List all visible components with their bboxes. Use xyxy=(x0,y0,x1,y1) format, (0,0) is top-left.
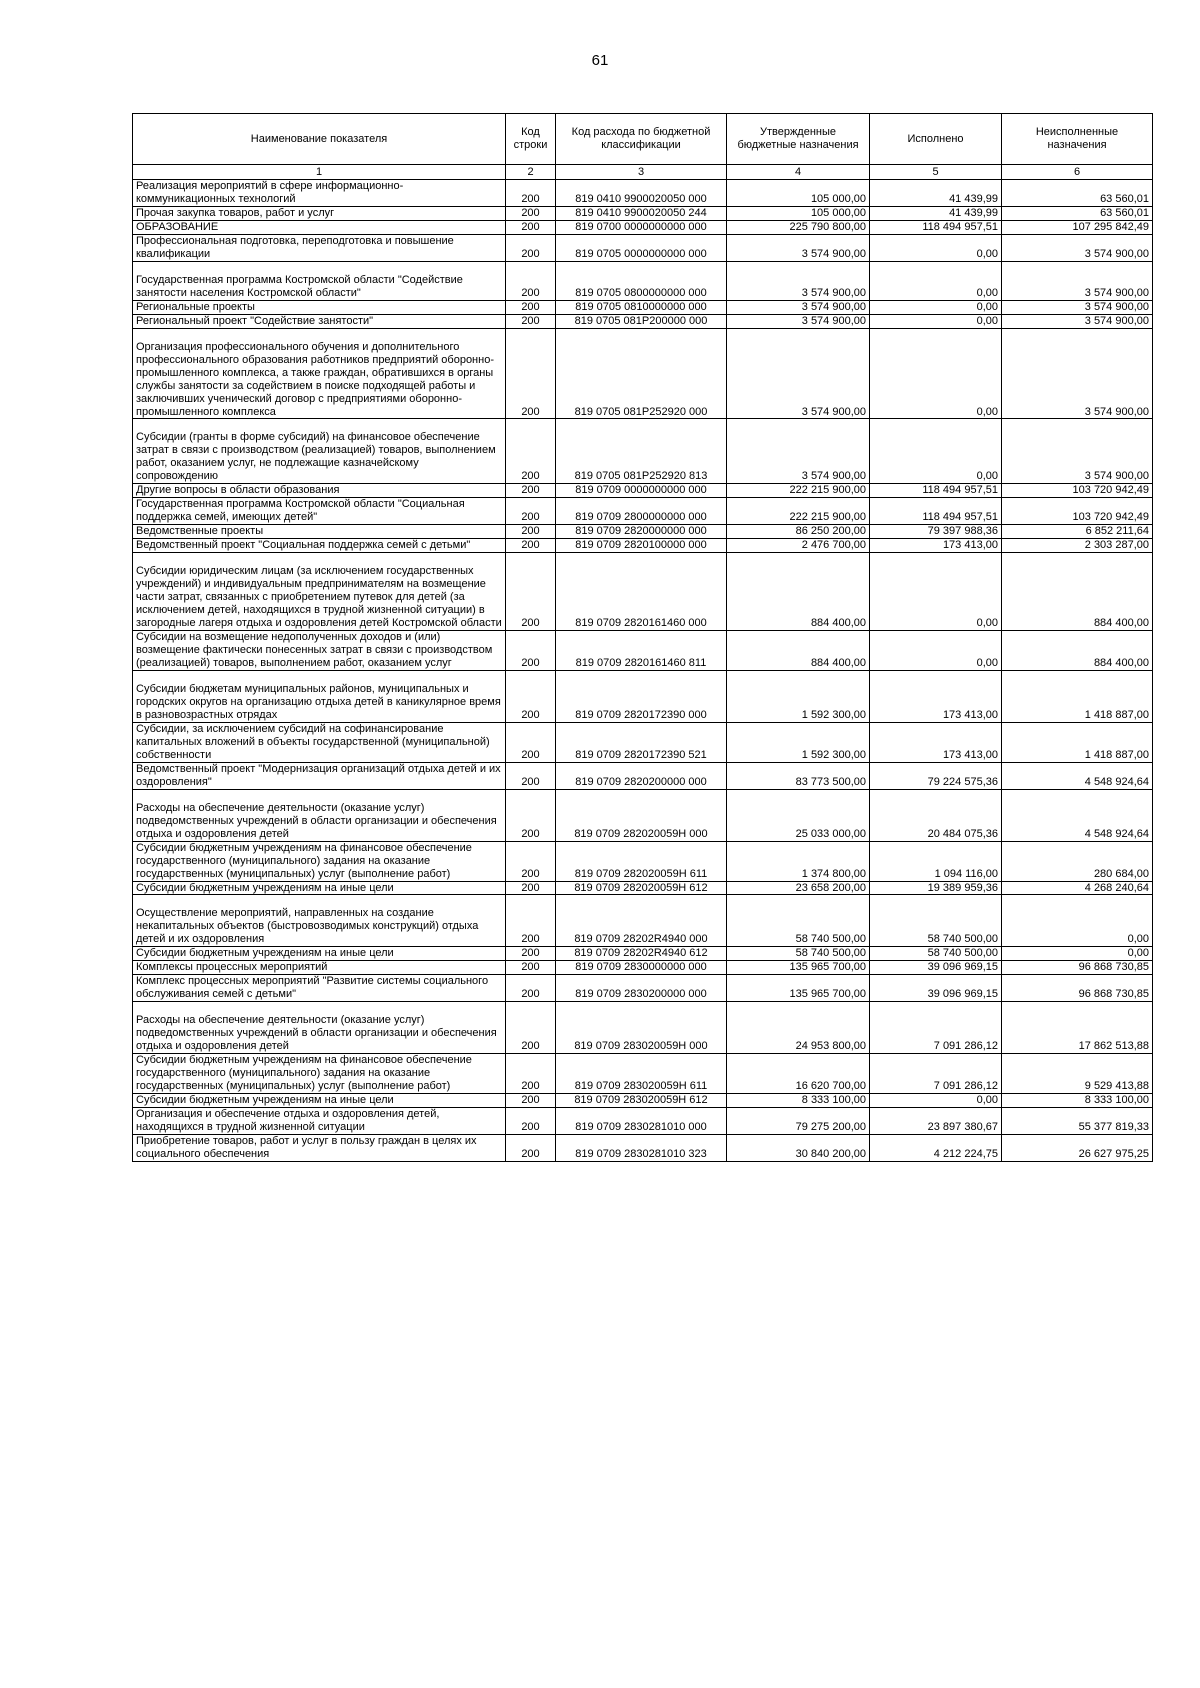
row-name-cell xyxy=(133,1094,506,1108)
row-approved-amount: 58 740 500,00 xyxy=(727,947,870,961)
row-line-code: 200 xyxy=(506,206,556,220)
row-executed-amount: 0,00 xyxy=(870,1094,1002,1108)
row-executed-amount: 0,00 xyxy=(870,631,1002,671)
row-name: Комплекс процессных мероприятий "Развитие системы социального обслуживания семей с детьми" xyxy=(136,975,489,1001)
row-name-cell xyxy=(133,947,506,961)
row-approved-amount: 2 476 700,00 xyxy=(727,539,870,553)
row-unexecuted-amount: 3 574 900,00 xyxy=(1002,261,1153,300)
row-expense-code: 819 0705 081P252920 000 xyxy=(556,328,727,419)
row-line-code: 200 xyxy=(506,670,556,722)
row-name: Реализация мероприятий в сфере информационно-коммуникационных технологий xyxy=(136,179,404,205)
row-executed-amount: 173 413,00 xyxy=(870,539,1002,553)
table-row xyxy=(133,762,1153,789)
row-line-code: 200 xyxy=(506,314,556,328)
column-number: 5 xyxy=(870,165,1002,180)
row-name: Расходы на обеспечение деятельности (оказание услуг) подведомственных учреждений в области организации и обеспечения отдыха и оздоровления детей xyxy=(136,1014,497,1053)
row-name-cell xyxy=(133,722,506,762)
row-name: Субсидии (гранты в форме субсидий) на финансовое обеспечение затрат в связи с производством (реализацией) товаров, выполнением работ, оказанием услуг, не подлежащие казначейскому сопровождению xyxy=(136,431,496,483)
row-name: Субсидии на возмещение недополученных доходов и (или) возмещение фактически понесенных затрат в связи с производством (реализацией) товаров, выполнением работ, оказанием услуг xyxy=(136,631,493,669)
table-row xyxy=(133,1108,1153,1135)
row-approved-amount: 3 574 900,00 xyxy=(727,234,870,261)
row-expense-code: 819 0709 2820172390 521 xyxy=(556,722,727,762)
row-executed-amount: 41 439,99 xyxy=(870,179,1002,206)
row-expense-code: 819 0709 2830281010 323 xyxy=(556,1134,727,1161)
row-name-cell xyxy=(133,525,506,539)
table-row xyxy=(133,300,1153,314)
row-approved-amount: 3 574 900,00 xyxy=(727,261,870,300)
row-expense-code: 819 0709 283020059Н 611 xyxy=(556,1054,727,1094)
row-unexecuted-amount: 884 400,00 xyxy=(1002,553,1153,631)
row-unexecuted-amount: 2 303 287,00 xyxy=(1002,539,1153,553)
row-expense-code: 819 0709 282020059Н 612 xyxy=(556,881,727,895)
table-row xyxy=(133,961,1153,975)
row-unexecuted-amount: 3 574 900,00 xyxy=(1002,419,1153,484)
row-name-cell xyxy=(133,234,506,261)
header-expense-code: Код расхода по бюджетной классификации xyxy=(556,114,727,165)
row-line-code: 200 xyxy=(506,553,556,631)
table-row xyxy=(133,314,1153,328)
row-executed-amount: 79 224 575,36 xyxy=(870,762,1002,789)
row-name: Организация и обеспечение отдыха и оздоровления детей, находящихся в трудной жизненной ситуации xyxy=(136,1108,440,1133)
table-row xyxy=(133,553,1153,631)
row-approved-amount: 83 773 500,00 xyxy=(727,762,870,789)
row-line-code: 200 xyxy=(506,1108,556,1135)
header-unexecuted: Неисполненные назначения xyxy=(1002,114,1153,165)
header-line-code: Код строки xyxy=(506,114,556,165)
row-line-code: 200 xyxy=(506,498,556,525)
row-executed-amount: 118 494 957,51 xyxy=(870,498,1002,525)
row-approved-amount: 16 620 700,00 xyxy=(727,1054,870,1094)
row-executed-amount: 7 091 286,12 xyxy=(870,1054,1002,1094)
table-row xyxy=(133,525,1153,539)
row-line-code: 200 xyxy=(506,1134,556,1161)
table-row xyxy=(133,881,1153,895)
row-line-code: 200 xyxy=(506,961,556,975)
table-header-row xyxy=(133,114,1153,165)
row-unexecuted-amount: 1 418 887,00 xyxy=(1002,670,1153,722)
row-expense-code: 819 0709 282020059Н 000 xyxy=(556,789,727,841)
row-unexecuted-amount: 0,00 xyxy=(1002,895,1153,947)
table-row xyxy=(133,220,1153,234)
header-executed: Исполнено xyxy=(870,114,1002,165)
row-name-cell xyxy=(133,261,506,300)
row-unexecuted-amount: 0,00 xyxy=(1002,947,1153,961)
table-row xyxy=(133,484,1153,498)
row-line-code: 200 xyxy=(506,895,556,947)
row-name: Субсидии бюджетным учреждениям на иные цели xyxy=(136,881,394,894)
row-name: Региональные проекты xyxy=(136,300,255,313)
row-expense-code: 819 0709 2820000000 000 xyxy=(556,525,727,539)
row-approved-amount: 23 658 200,00 xyxy=(727,881,870,895)
row-approved-amount: 135 965 700,00 xyxy=(727,975,870,1002)
row-expense-code: 819 0709 2820172390 000 xyxy=(556,670,727,722)
row-line-code: 200 xyxy=(506,328,556,419)
row-name-cell xyxy=(133,631,506,671)
row-unexecuted-amount: 6 852 211,64 xyxy=(1002,525,1153,539)
row-executed-amount: 19 389 959,36 xyxy=(870,881,1002,895)
row-line-code: 200 xyxy=(506,1054,556,1094)
row-name-cell xyxy=(133,539,506,553)
row-name-cell xyxy=(133,220,506,234)
row-executed-amount: 0,00 xyxy=(870,419,1002,484)
row-executed-amount: 7 091 286,12 xyxy=(870,1002,1002,1054)
row-line-code: 200 xyxy=(506,525,556,539)
row-expense-code: 819 0709 2820200000 000 xyxy=(556,762,727,789)
row-executed-amount: 39 096 969,15 xyxy=(870,961,1002,975)
row-name-cell xyxy=(133,300,506,314)
row-name-cell xyxy=(133,206,506,220)
row-line-code: 200 xyxy=(506,539,556,553)
row-approved-amount: 24 953 800,00 xyxy=(727,1002,870,1054)
row-name: Государственная программа Костромской области "Социальная поддержка семей, имеющих детей" xyxy=(136,498,465,524)
column-number-row xyxy=(133,165,1153,180)
row-executed-amount: 118 494 957,51 xyxy=(870,220,1002,234)
column-number: 4 xyxy=(727,165,870,180)
row-executed-amount: 118 494 957,51 xyxy=(870,484,1002,498)
row-unexecuted-amount: 103 720 942,49 xyxy=(1002,484,1153,498)
row-name-cell xyxy=(133,670,506,722)
row-expense-code: 819 0709 0000000000 000 xyxy=(556,484,727,498)
row-name: Комплексы процессных мероприятий xyxy=(136,961,328,974)
row-name-cell xyxy=(133,961,506,975)
table-row xyxy=(133,722,1153,762)
budget-execution-table xyxy=(132,113,1153,1162)
row-name-cell xyxy=(133,841,506,881)
row-approved-amount: 222 215 900,00 xyxy=(727,484,870,498)
row-expense-code: 819 0709 28202R4940 612 xyxy=(556,947,727,961)
row-expense-code: 819 0709 283020059Н 000 xyxy=(556,1002,727,1054)
row-executed-amount: 0,00 xyxy=(870,328,1002,419)
row-name: Субсидии бюджетным учреждениям на финансовое обеспечение государственного (муниципального) задания на оказание государственных (муниципальных) услуг (выполнение работ) xyxy=(136,1054,472,1093)
row-line-code: 200 xyxy=(506,975,556,1002)
row-approved-amount: 86 250 200,00 xyxy=(727,525,870,539)
row-unexecuted-amount: 4 268 240,64 xyxy=(1002,881,1153,895)
table-row xyxy=(133,419,1153,484)
row-name-cell xyxy=(133,498,506,525)
row-approved-amount: 1 374 800,00 xyxy=(727,841,870,881)
row-executed-amount: 0,00 xyxy=(870,300,1002,314)
table-row xyxy=(133,328,1153,419)
table-row xyxy=(133,975,1153,1002)
row-name: Организация профессионального обучения и дополнительного профессионального образования работников предприятий оборонно-промышленного комплекса, а также граждан, обратившихся в органы службы занятости за содействием в поиске подходящей работы и заключивших ученический договор с предприятиями оборонно-промышленного комплекса xyxy=(136,340,494,418)
row-unexecuted-amount: 3 574 900,00 xyxy=(1002,314,1153,328)
row-executed-amount: 0,00 xyxy=(870,261,1002,300)
row-line-code: 200 xyxy=(506,881,556,895)
row-approved-amount: 1 592 300,00 xyxy=(727,670,870,722)
row-executed-amount: 39 096 969,15 xyxy=(870,975,1002,1002)
row-line-code: 200 xyxy=(506,300,556,314)
row-expense-code: 819 0705 0800000000 000 xyxy=(556,261,727,300)
row-expense-code: 819 0705 081P200000 000 xyxy=(556,314,727,328)
row-name: Субсидии бюджетам муниципальных районов, муниципальных и городских округов на организацию отдыха детей в каникулярное время в разновозрастных отрядах xyxy=(136,682,501,721)
row-approved-amount: 3 574 900,00 xyxy=(727,300,870,314)
table-row xyxy=(133,1054,1153,1094)
row-expense-code: 819 0709 2830200000 000 xyxy=(556,975,727,1002)
row-expense-code: 819 0709 283020059Н 612 xyxy=(556,1094,727,1108)
table-row xyxy=(133,206,1153,220)
row-name-cell xyxy=(133,553,506,631)
row-unexecuted-amount: 107 295 842,49 xyxy=(1002,220,1153,234)
column-number: 3 xyxy=(556,165,727,180)
row-approved-amount: 30 840 200,00 xyxy=(727,1134,870,1161)
row-name: Ведомственные проекты xyxy=(136,525,264,538)
row-line-code: 200 xyxy=(506,841,556,881)
row-approved-amount: 79 275 200,00 xyxy=(727,1108,870,1135)
table-row xyxy=(133,789,1153,841)
row-name-cell xyxy=(133,1002,506,1054)
row-line-code: 200 xyxy=(506,762,556,789)
table-row xyxy=(133,1134,1153,1161)
row-line-code: 200 xyxy=(506,484,556,498)
row-unexecuted-amount: 4 548 924,64 xyxy=(1002,762,1153,789)
row-name-cell xyxy=(133,328,506,419)
row-approved-amount: 25 033 000,00 xyxy=(727,789,870,841)
row-unexecuted-amount: 8 333 100,00 xyxy=(1002,1094,1153,1108)
row-name: Приобретение товаров, работ и услуг в пользу граждан в целях их социального обеспечения xyxy=(136,1134,477,1160)
row-expense-code: 819 0410 9900020050 000 xyxy=(556,179,727,206)
row-name-cell xyxy=(133,1134,506,1161)
row-unexecuted-amount: 63 560,01 xyxy=(1002,206,1153,220)
column-number: 1 xyxy=(133,165,506,180)
page-number: 61 xyxy=(591,52,609,69)
column-number: 6 xyxy=(1002,165,1153,180)
row-line-code: 200 xyxy=(506,947,556,961)
row-unexecuted-amount: 96 868 730,85 xyxy=(1002,975,1153,1002)
table-row xyxy=(133,498,1153,525)
row-unexecuted-amount: 103 720 942,49 xyxy=(1002,498,1153,525)
row-approved-amount: 3 574 900,00 xyxy=(727,419,870,484)
column-number: 2 xyxy=(506,165,556,180)
table-row xyxy=(133,670,1153,722)
row-expense-code: 819 0709 2820161460 811 xyxy=(556,631,727,671)
row-expense-code: 819 0709 2820161460 000 xyxy=(556,553,727,631)
row-name-cell xyxy=(133,484,506,498)
row-executed-amount: 79 397 988,36 xyxy=(870,525,1002,539)
table-row xyxy=(133,947,1153,961)
row-name: Ведомственный проект "Модернизация организаций отдыха детей и их оздоровления" xyxy=(136,762,501,788)
row-approved-amount: 1 592 300,00 xyxy=(727,722,870,762)
row-approved-amount: 105 000,00 xyxy=(727,206,870,220)
row-name: ОБРАЗОВАНИЕ xyxy=(136,220,219,233)
row-name-cell xyxy=(133,975,506,1002)
row-name-cell xyxy=(133,314,506,328)
row-unexecuted-amount: 63 560,01 xyxy=(1002,179,1153,206)
row-name-cell xyxy=(133,895,506,947)
row-line-code: 200 xyxy=(506,631,556,671)
row-executed-amount: 4 212 224,75 xyxy=(870,1134,1002,1161)
header-approved: Утвержденные бюджетные назначения xyxy=(727,114,870,165)
row-executed-amount: 58 740 500,00 xyxy=(870,947,1002,961)
row-line-code: 200 xyxy=(506,722,556,762)
row-expense-code: 819 0709 2830000000 000 xyxy=(556,961,727,975)
row-name-cell xyxy=(133,1054,506,1094)
row-name-cell xyxy=(133,789,506,841)
row-executed-amount: 23 897 380,67 xyxy=(870,1108,1002,1135)
table-row xyxy=(133,179,1153,206)
row-executed-amount: 1 094 116,00 xyxy=(870,841,1002,881)
row-name-cell xyxy=(133,1108,506,1135)
table-row xyxy=(133,841,1153,881)
row-approved-amount: 884 400,00 xyxy=(727,631,870,671)
table-row xyxy=(133,234,1153,261)
table-row xyxy=(133,261,1153,300)
table-row xyxy=(133,631,1153,671)
row-line-code: 200 xyxy=(506,234,556,261)
row-expense-code: 819 0709 282020059Н 611 xyxy=(556,841,727,881)
row-name-cell xyxy=(133,179,506,206)
row-unexecuted-amount: 3 574 900,00 xyxy=(1002,300,1153,314)
row-line-code: 200 xyxy=(506,261,556,300)
row-expense-code: 819 0709 28202R4940 000 xyxy=(556,895,727,947)
row-approved-amount: 3 574 900,00 xyxy=(727,314,870,328)
row-executed-amount: 58 740 500,00 xyxy=(870,895,1002,947)
row-unexecuted-amount: 96 868 730,85 xyxy=(1002,961,1153,975)
row-unexecuted-amount: 4 548 924,64 xyxy=(1002,789,1153,841)
row-line-code: 200 xyxy=(506,789,556,841)
row-name: Другие вопросы в области образования xyxy=(136,484,340,497)
row-name: Ведомственный проект "Социальная поддержка семей с детьми" xyxy=(136,539,471,552)
row-expense-code: 819 0705 081P252920 813 xyxy=(556,419,727,484)
row-line-code: 200 xyxy=(506,179,556,206)
row-executed-amount: 0,00 xyxy=(870,314,1002,328)
row-name-cell xyxy=(133,419,506,484)
row-approved-amount: 135 965 700,00 xyxy=(727,961,870,975)
row-name: Субсидии бюджетным учреждениям на иные цели xyxy=(136,1094,394,1107)
row-line-code: 200 xyxy=(506,220,556,234)
row-name: Профессиональная подготовка, переподготовка и повышение квалификации xyxy=(136,234,454,260)
table-body xyxy=(133,179,1153,1161)
table-row xyxy=(133,1094,1153,1108)
row-name: Региональный проект "Содействие занятости" xyxy=(136,314,374,327)
row-expense-code: 819 0705 0000000000 000 xyxy=(556,234,727,261)
row-line-code: 200 xyxy=(506,419,556,484)
row-unexecuted-amount: 3 574 900,00 xyxy=(1002,234,1153,261)
row-name-cell xyxy=(133,762,506,789)
row-executed-amount: 173 413,00 xyxy=(870,722,1002,762)
row-expense-code: 819 0709 2800000000 000 xyxy=(556,498,727,525)
row-line-code: 200 xyxy=(506,1002,556,1054)
row-executed-amount: 0,00 xyxy=(870,553,1002,631)
row-approved-amount: 58 740 500,00 xyxy=(727,895,870,947)
row-name: Субсидии юридическим лицам (за исключением государственных учреждений) и индивидуальным предпринимателям на возмещение части затрат, связанных с приобретением путевок для детей (за исключением детей, находящихся в трудной жизненной ситуации) в загородные лагеря отдыха и оздоровления детей Костромской области xyxy=(136,565,502,630)
row-name: Субсидии бюджетным учреждениям на иные цели xyxy=(136,947,394,960)
row-name: Государственная программа Костромской области "Содействие занятости населения Костромской области" xyxy=(136,273,463,299)
row-executed-amount: 173 413,00 xyxy=(870,670,1002,722)
row-expense-code: 819 0410 9900020050 244 xyxy=(556,206,727,220)
row-expense-code: 819 0705 0810000000 000 xyxy=(556,300,727,314)
row-unexecuted-amount: 26 627 975,25 xyxy=(1002,1134,1153,1161)
row-executed-amount: 20 484 075,36 xyxy=(870,789,1002,841)
row-unexecuted-amount: 17 862 513,88 xyxy=(1002,1002,1153,1054)
row-unexecuted-amount: 280 684,00 xyxy=(1002,841,1153,881)
row-name-cell xyxy=(133,881,506,895)
row-unexecuted-amount: 55 377 819,33 xyxy=(1002,1108,1153,1135)
table-row xyxy=(133,539,1153,553)
row-expense-code: 819 0700 0000000000 000 xyxy=(556,220,727,234)
row-executed-amount: 41 439,99 xyxy=(870,206,1002,220)
row-unexecuted-amount: 884 400,00 xyxy=(1002,631,1153,671)
row-name: Субсидии, за исключением субсидий на софинансирование капитальных вложений в объекты государственной (муниципальной) собственности xyxy=(136,722,490,761)
row-expense-code: 819 0709 2830281010 000 xyxy=(556,1108,727,1135)
row-unexecuted-amount: 9 529 413,88 xyxy=(1002,1054,1153,1094)
row-approved-amount: 3 574 900,00 xyxy=(727,328,870,419)
row-approved-amount: 105 000,00 xyxy=(727,179,870,206)
table-row xyxy=(133,1002,1153,1054)
table-row xyxy=(133,895,1153,947)
row-unexecuted-amount: 1 418 887,00 xyxy=(1002,722,1153,762)
row-approved-amount: 222 215 900,00 xyxy=(727,498,870,525)
row-expense-code: 819 0709 2820100000 000 xyxy=(556,539,727,553)
row-line-code: 200 xyxy=(506,1094,556,1108)
row-approved-amount: 225 790 800,00 xyxy=(727,220,870,234)
header-indicator-name: Наименование показателя xyxy=(133,114,506,165)
row-name: Субсидии бюджетным учреждениям на финансовое обеспечение государственного (муниципального) задания на оказание государственных (муниципальных) услуг (выполнение работ) xyxy=(136,841,472,880)
row-approved-amount: 884 400,00 xyxy=(727,553,870,631)
row-name: Прочая закупка товаров, работ и услуг xyxy=(136,206,335,219)
row-executed-amount: 0,00 xyxy=(870,234,1002,261)
row-name: Осуществление мероприятий, направленных на создание некапитальных объектов (быстровозводимых конструкций) отдыха детей и их оздоровления xyxy=(136,907,479,946)
row-unexecuted-amount: 3 574 900,00 xyxy=(1002,328,1153,419)
row-name: Расходы на обеспечение деятельности (оказание услуг) подведомственных учреждений в области организации и обеспечения отдыха и оздоровления детей xyxy=(136,801,497,840)
row-approved-amount: 8 333 100,00 xyxy=(727,1094,870,1108)
